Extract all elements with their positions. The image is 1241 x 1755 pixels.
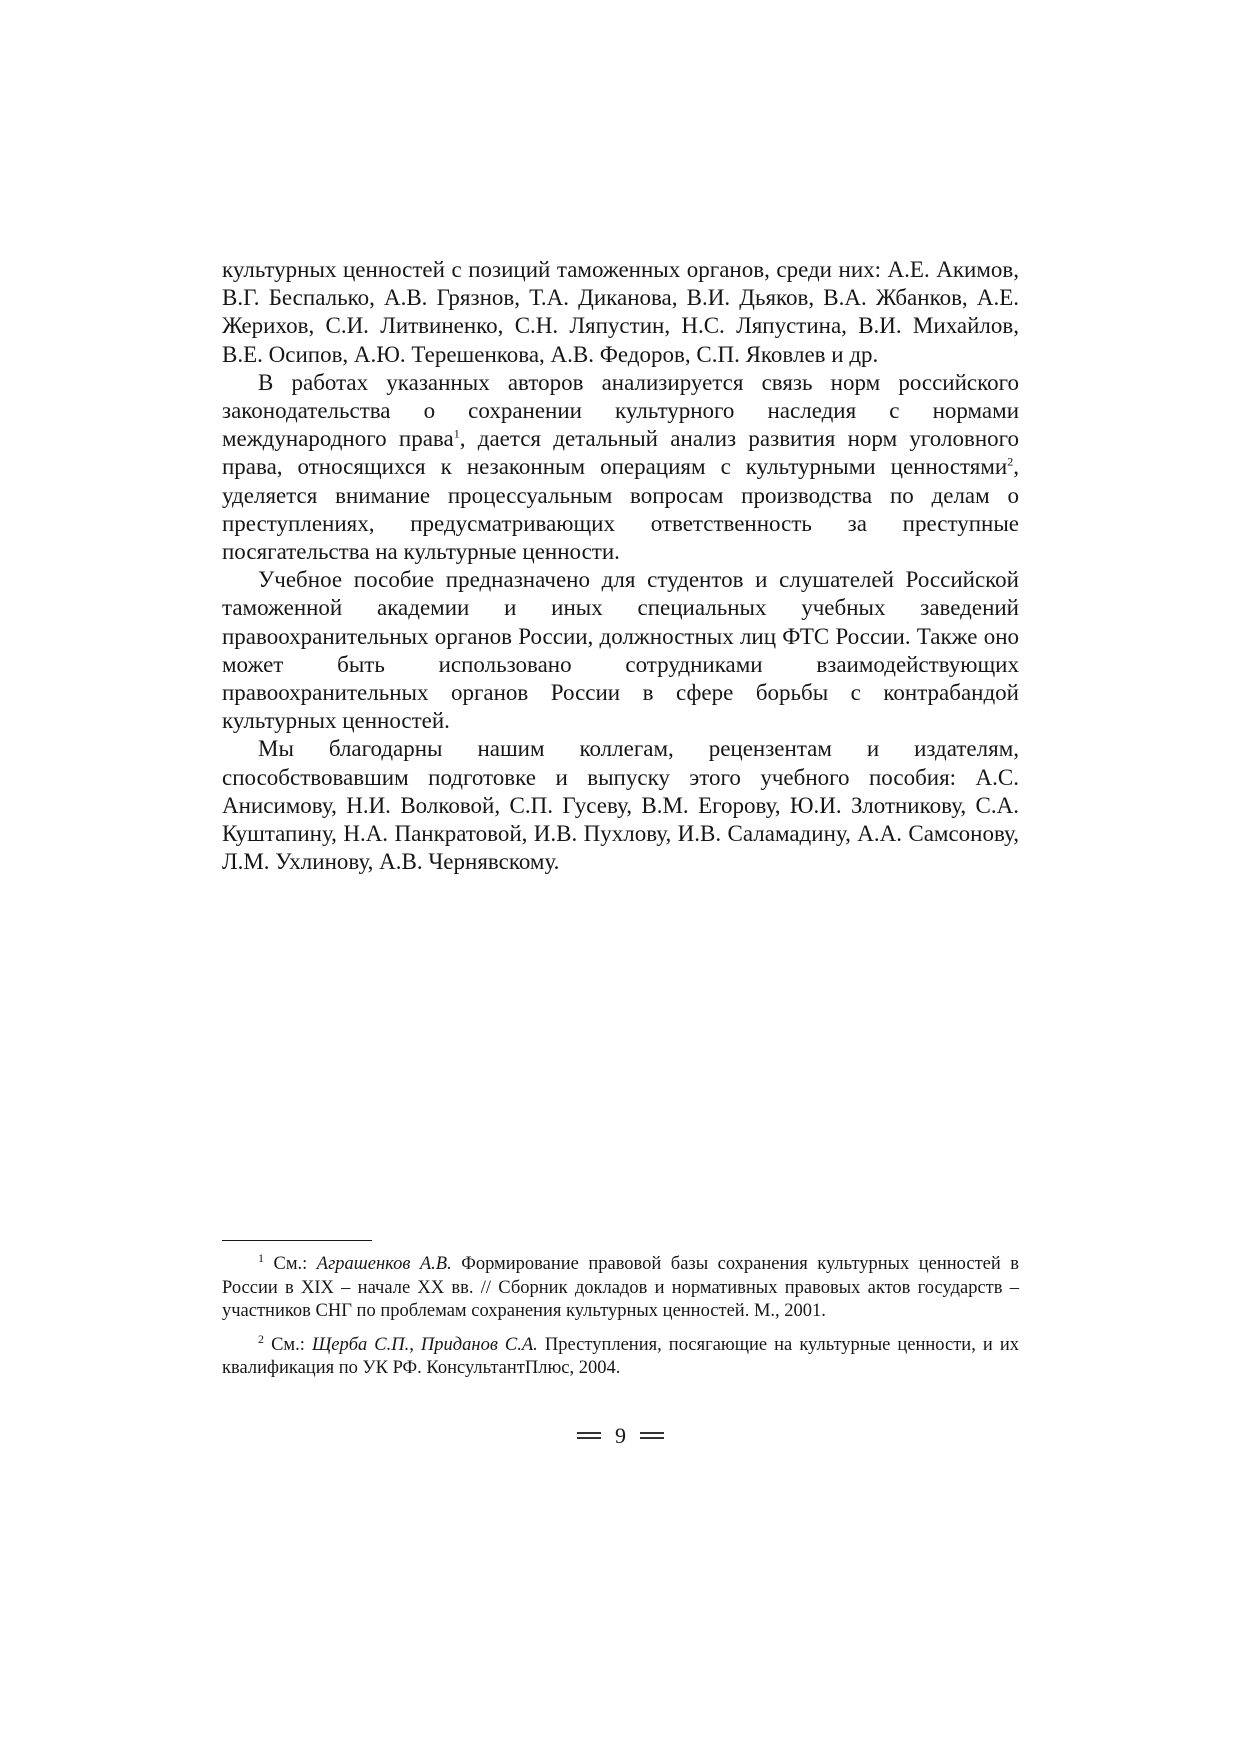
body-text xyxy=(222,256,1019,876)
footnote-1-prefix: См.: xyxy=(273,1254,317,1274)
footnotes-section xyxy=(222,1240,1019,1391)
paragraph-acknowledgements: Мы благодарны нашим коллегам, рецензентам и издателям, способствовавшим подготовке и выпуску этого учебного пособия: А.С. Анисимову, Н.И. Волковой, С.П. Гусеву, В.М. Егорову, Ю.И. Злотникову, С.А. Куштапину, Н.А. Панкратовой, И.В. Пухлову, И.В. Саламадину, А.А. Самсонову, Л.М. Ухлинову, А.В. Чернявскому. xyxy=(222,736,1019,875)
folio-ornament-right xyxy=(640,1432,664,1439)
page-number: 9 xyxy=(615,1423,626,1448)
footnote-1-author: Аграшенков А.В. xyxy=(316,1254,452,1274)
folio-ornament-left xyxy=(577,1432,601,1439)
page-number-footer xyxy=(0,1422,1241,1450)
paragraph-research-part-1: В работах указанных авторов анализируется связь норм российского законодательства о сохранении культурного наследия с нормами международного права xyxy=(222,369,1019,452)
footnote-2-author: Щерба С.П., Приданов С.А. xyxy=(311,1334,538,1355)
footnote-2 xyxy=(222,1331,1020,1381)
footnote-ref-2: 2 xyxy=(1007,454,1014,469)
paragraph-authors-list: культурных ценностей с позиций таможенных органов, среди них: А.Е. Акимов, В.Г. Беспалько, А.В. Грязнов, Т.А. Диканова, В.И. Дьяков, В.А. Жбанков, А.Е. Жерихов, С.И. Литвиненко, С.Н. Ляпустин, Н.С. Ляпустина, В.И. Михайлов, В.Е. Осипов, А.Ю. Терешенкова, А.В. Федоров, С.П. Яковлев и др. xyxy=(222,257,1019,367)
footnote-1-number: 1 xyxy=(258,1250,264,1265)
footnote-1 xyxy=(222,1250,1020,1324)
footnote-2-text: Преступления, посягающие на культурные ценности, и их квалификация по УК РФ. КонсультантПлюс, 2004. xyxy=(222,1334,1020,1378)
paragraph-research-overview xyxy=(222,369,1019,566)
main-text-block xyxy=(222,256,1019,876)
footnote-2-prefix: См.: xyxy=(271,1334,312,1355)
footnote-2-number: 2 xyxy=(258,1331,264,1346)
footnote-separator-rule xyxy=(222,1240,372,1241)
paragraph-research-part-3: , уделяется внимание процессуальным вопросам производства по делам о преступлениях, предусматривающих ответственность за преступные посягательства на культурные ценности. xyxy=(222,454,1019,565)
footnote-1-text: Формирование правовой базы сохранения культурных ценностей в России в XIX – начале XX вв. // Сборник докладов и нормативных правовых актов государств – участников СНГ по проблемам сохранения культурных ценностей. М., 2001. xyxy=(222,1254,1020,1321)
footnote-ref-1: 1 xyxy=(453,426,460,441)
paragraph-research-part-2: , дается детальный анализ развития норм уголовного права, относящихся к незаконным операциям с культурными ценностями xyxy=(222,426,1019,480)
paragraph-audience: Учебное пособие предназначено для студентов и слушателей Российской таможенной академии и иных специальных учебных заведений правоохранительных органов России, должностных лиц ФТС России. Также оно может быть использовано сотрудниками взаимодействующих правоохранительных органов России в сфере борьбы с контрабандой культурных ценностей. xyxy=(222,567,1019,734)
